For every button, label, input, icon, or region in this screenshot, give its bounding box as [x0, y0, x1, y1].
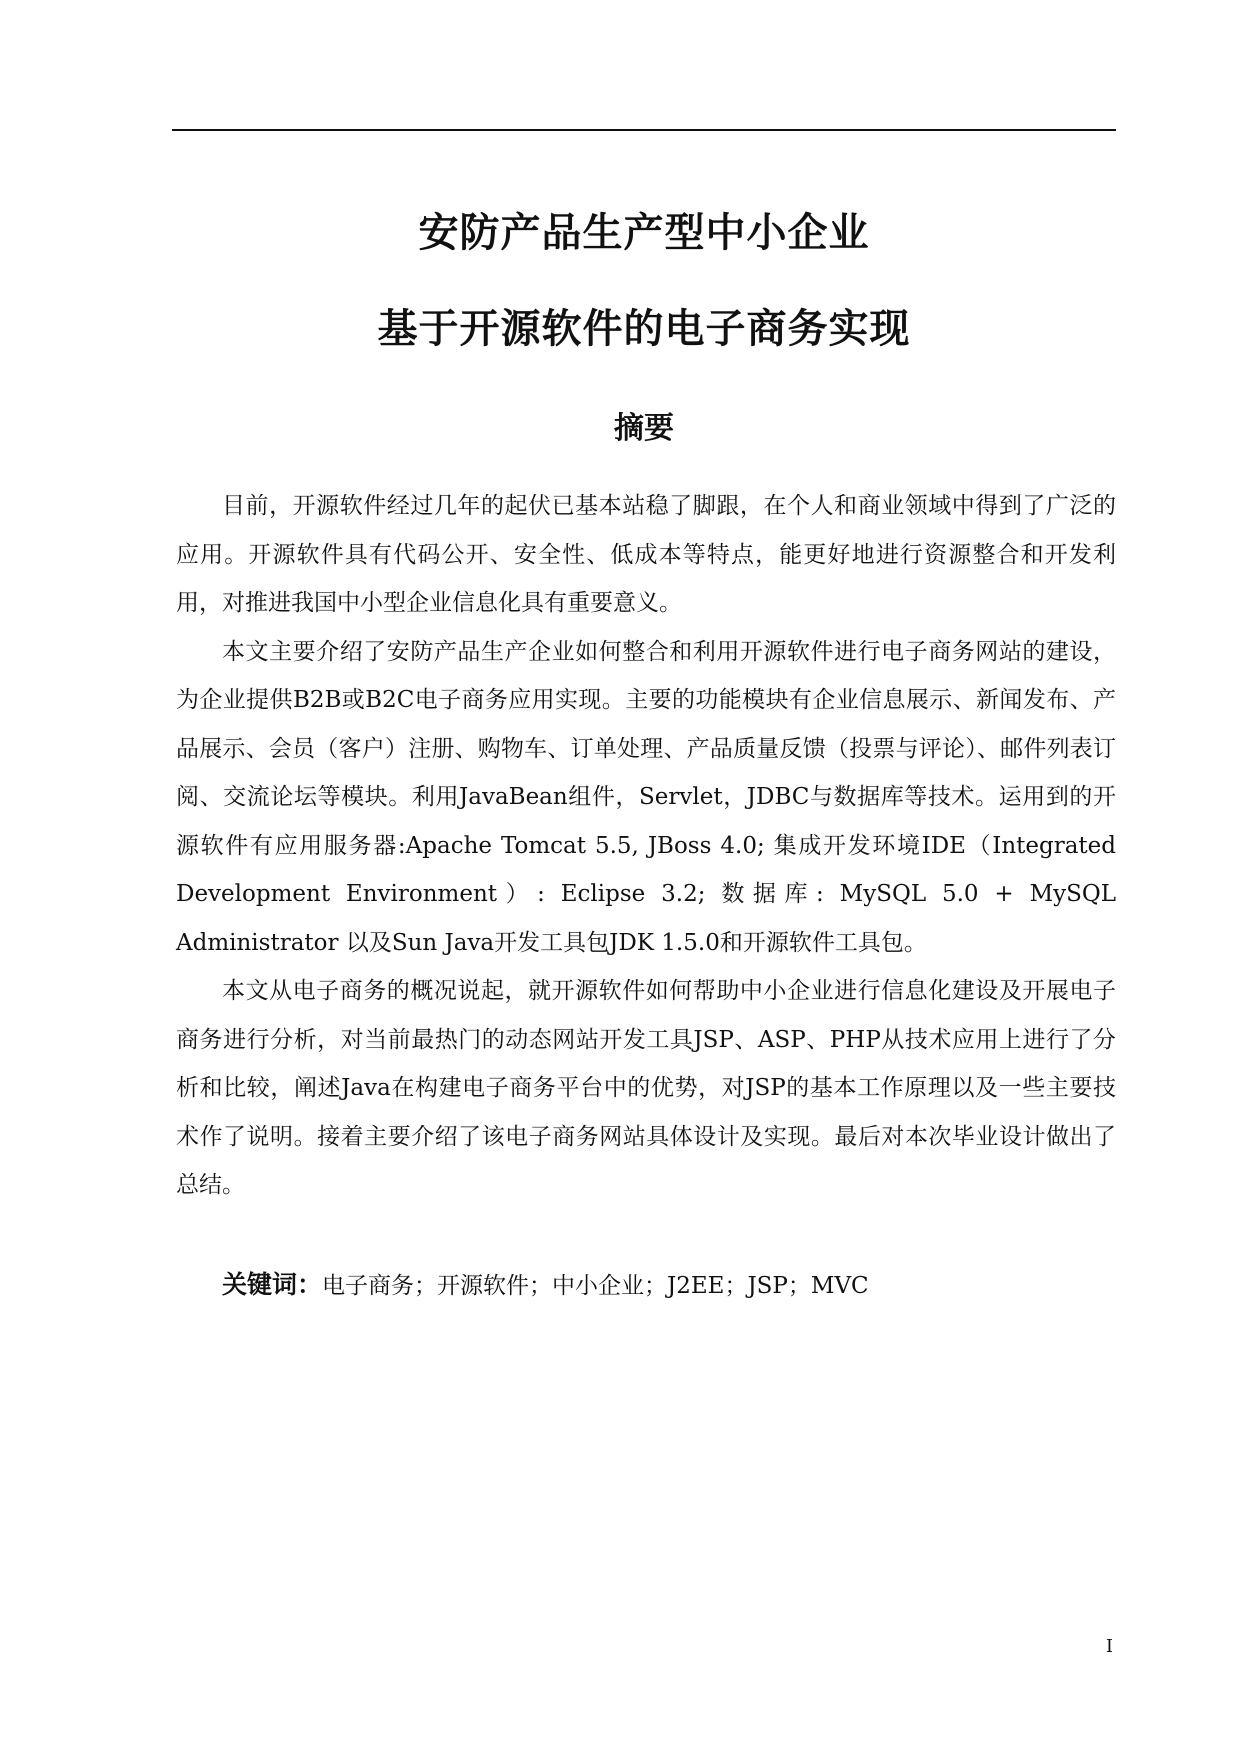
keywords-line [222, 1270, 869, 1301]
abstract-paragraph-2: 本文主要介绍了安防产品生产企业如何整合和利用开源软件进行电子商务网站的建设，为企业提供B2B或B2C电子商务应用实现。主要的功能模块有企业信息展示、新闻发布、产品展示、会员（客户）注册、购物车、订单处理、产品质量反馈（投票与评论）、邮件列表订阅、交流论坛等模块。利用JavaBean组件，Servlet，JDBC与数据库等技术。运用到的开源软件有应用服务器:Apache Tomcat 5.5, JBoss 4.0; 集成开发环境IDE（Integrated Development Environment）: Eclipse 3.2; 数据库: MySQL 5.0 + MySQL Administrator 以及Sun Java开发工具包JDK 1.5.0和开源软件工具包。 [176, 638, 1116, 956]
header-rule [172, 129, 1116, 131]
abstract-paragraph-3: 本文从电子商务的概况说起，就开源软件如何帮助中小企业进行信息化建设及开展电子商务进行分析，对当前最热门的动态网站开发工具JSP、ASP、PHP从技术应用上进行了分析和比较，阐述Java在构建电子商务平台中的优势，对JSP的基本工作原理以及一些主要技术作了说明。接着主要介绍了该电子商务网站具体设计及实现。最后对本次毕业设计做出了总结。 [176, 978, 1116, 1198]
page-number: I [1105, 1636, 1113, 1657]
abstract-heading: 摘要 [614, 411, 674, 446]
abstract-body [176, 482, 1116, 1210]
abstract-paragraph-1: 目前，开源软件经过几年的起伏已基本站稳了脚跟，在个人和商业领域中得到了广泛的应用。开源软件具有代码公开、安全性、低成本等特点，能更好地进行资源整合和开发利用，对推进我国中小型企业信息化具有重要意义。 [176, 493, 1116, 616]
paper-title-line-2: 基于开源软件的电子商务实现 [377, 306, 911, 352]
keywords-label: 关键词： [222, 1270, 323, 1299]
paper-title-line-1: 安防产品生产型中小企业 [418, 210, 870, 256]
keywords-value: 电子商务；开源软件；中小企业；J2EE；JSP；MVC [322, 1273, 869, 1299]
